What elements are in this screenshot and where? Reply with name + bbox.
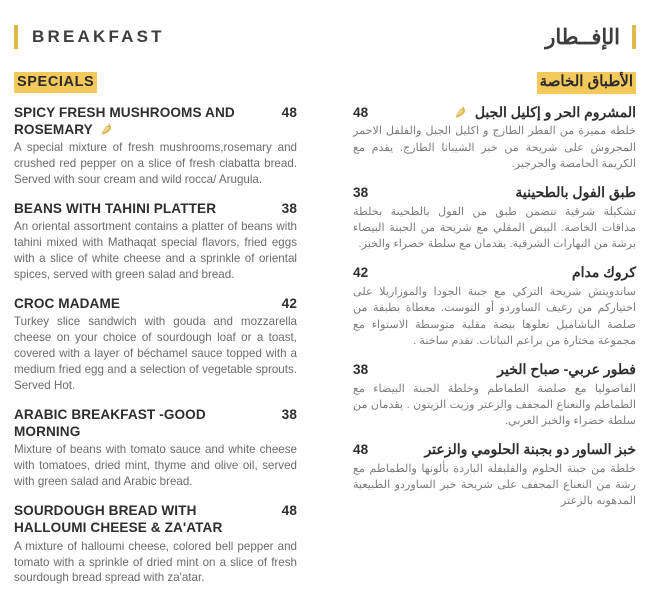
accent-bar-left bbox=[14, 25, 18, 49]
section-header-row bbox=[14, 72, 636, 94]
menu-item bbox=[14, 104, 297, 188]
menu-item-header bbox=[14, 502, 297, 536]
menu-item-name: CROC MADAME bbox=[14, 296, 121, 312]
section-label-en: SPECIALS bbox=[14, 72, 97, 93]
menu-item-price: 48 bbox=[353, 442, 369, 458]
menu-item-header bbox=[14, 104, 297, 138]
page-title-en: BREAKFAST bbox=[32, 27, 165, 46]
menu-item-price: 38 bbox=[281, 407, 297, 423]
page-header bbox=[14, 0, 636, 62]
menu-item bbox=[14, 200, 297, 283]
menu-item-name: SOURDOUGH BREAD WITH HALLOUMI CHEESE & ZA'ATAR bbox=[14, 503, 223, 536]
menu-item-price: 48 bbox=[353, 104, 369, 120]
menu-item-description: تشكيلة شرقية تتضمن طبق من الفول بالطحينة بخلطة مذاقات الخاصة. البيض المقلي مع شريحة من الجبنة البيضاء برشة من البهارات الشرقية. يقدمان مع سلطة خضراء والخبز. bbox=[353, 205, 636, 251]
menu-item-header bbox=[14, 200, 297, 217]
menu-item-header bbox=[14, 406, 297, 440]
menu-item-price: 38 bbox=[353, 361, 369, 377]
menu-item-price: 38 bbox=[353, 185, 369, 201]
menu-item-description: Mixture of beans with tomato sauce and white cheese with tomatoes, dried mint, thyme and olive oil, served with green salad and Arabic bread. bbox=[14, 443, 297, 489]
menu-item bbox=[14, 406, 297, 490]
menu-item-name: كروك مدام bbox=[572, 264, 636, 281]
section-label-ar: الأطباق الخاصة bbox=[537, 72, 636, 94]
menu-column-arabic bbox=[353, 104, 636, 522]
header-left-group bbox=[14, 25, 165, 49]
chili-pepper-icon bbox=[454, 105, 468, 119]
menu-item bbox=[353, 184, 636, 252]
menu-item-name: المشروم الحر و إكليل الجبل bbox=[378, 104, 636, 122]
menu-item-price: 42 bbox=[353, 265, 369, 281]
menu-item-name: SPICY FRESH MUSHROOMS AND ROSEMARY bbox=[14, 104, 235, 137]
chili-pepper-icon bbox=[100, 122, 114, 136]
menu-item bbox=[353, 104, 636, 172]
menu-item-description: An oriental assortment contains a platter of beans with tahini mixed with Mathaqat special flavors, fried eggs with a slice of white cheese and a sprinkle of oriental spices, served with green salad and bread. bbox=[14, 220, 297, 282]
menu-item-description: A special mixture of fresh mushrooms,rosemary and crushed red pepper on a slice of fresh ciabatta bread. Served with sour cream and wild rocca/ Arugula. bbox=[14, 141, 297, 186]
menu-item-description: ساندويتش شريحة التركي مع جبنة الجودا والموزاريلا على اختياركم من رغيف الساوردو أو التوست. مغطاة بطبقة من صلصة الباشاميل تعلوها بيضة مقلية متوسطة الاستواء مع مجموعة مختارة من براعم النباتات. تقدم ساخنة . bbox=[353, 286, 636, 347]
menu-item-price: 48 bbox=[281, 503, 297, 519]
menu-item-description: الفاصوليا مع صلصة الطماطم وخلطة الجبنة البيضاء مع الطماطم والنعناع المجفف والزعتر وزيت الزيتون . يقدمان من سلطة خضراء والخبز العربي. bbox=[353, 382, 636, 428]
menu-item-description: خلطة من جبنة الحلوم والفلبفلة الباردة بألونها والطماطم مع رشة من النعناع المجفف على شريحة خبز الساوردو الطبيعية المدهونه بالزعتر bbox=[353, 462, 636, 508]
menu-item bbox=[14, 502, 297, 586]
menu-item bbox=[353, 361, 636, 429]
menu-item-price: 48 bbox=[281, 104, 297, 120]
menu-item-name: طبق الفول بالطحينية bbox=[515, 184, 636, 201]
menu-item-price: 38 bbox=[281, 200, 297, 216]
page-title-ar: الإفــطار bbox=[545, 25, 620, 49]
menu-item bbox=[14, 295, 297, 394]
menu-item-description: خلطه مميزة من الفطر الطازج و اكليل الجبل والفلفل الاحمر المجروش على شريحة من خبز الشيبانا الطازج. يقدم مع الكريمة الحامضة والجرجير. bbox=[353, 125, 636, 170]
menu-columns bbox=[14, 104, 636, 599]
header-right-group bbox=[545, 25, 636, 50]
menu-item-header bbox=[353, 184, 636, 202]
menu-item-name: خبز الساور دو بجبنة الحلومي والزعتر bbox=[424, 441, 636, 458]
menu-item-name: ARABIC BREAKFAST -GOOD MORNING bbox=[14, 407, 206, 440]
menu-item-description: A mixture of halloumi cheese, colored bell pepper and tomato with a sprinkle of dried mint on a slice of fresh sourdough bread spread with za'atar. bbox=[14, 539, 297, 585]
menu-item-header bbox=[353, 441, 636, 459]
menu-item-header bbox=[14, 295, 297, 312]
menu-item-header bbox=[353, 264, 636, 282]
menu-item-description: Turkey slice sandwich with gouda and mozzarella cheese on your choice of sourdough loaf or a toast, covered with a layer of béchamel sauce topped with a medium fried egg and a selection of vegetable sprouts. Served Hot. bbox=[14, 315, 297, 393]
menu-column-english bbox=[14, 104, 297, 599]
menu-item bbox=[353, 264, 636, 349]
accent-bar-right bbox=[632, 25, 636, 49]
menu-item-header bbox=[353, 104, 636, 122]
menu-item-name: فطور عربي- صباح الخير bbox=[497, 360, 636, 377]
menu-item bbox=[353, 441, 636, 509]
menu-item-price: 42 bbox=[281, 296, 297, 312]
menu-item-header bbox=[353, 361, 636, 379]
menu-item-name: BEANS WITH TAHINI PLATTER bbox=[14, 200, 217, 216]
